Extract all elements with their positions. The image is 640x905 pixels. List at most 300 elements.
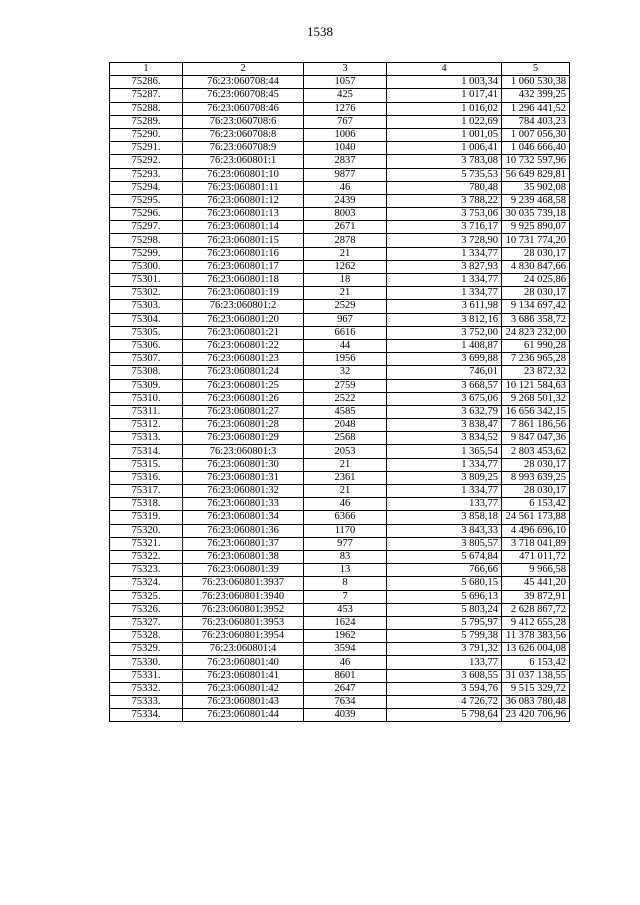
cadastral-number-cell: 76:23:060801:29 [183,432,304,445]
row-number-cell: 75310. [110,392,183,405]
row-number-cell: 75319. [110,511,183,524]
cadastral-value-cell: 9 925 890,07 [502,221,570,234]
row-number-cell: 75321. [110,537,183,550]
cadastral-number-cell: 76:23:060801:32 [183,485,304,498]
cadastral-number-cell: 76:23:060801:17 [183,260,304,273]
cadastral-value-cell: 10 731 774,20 [502,234,570,247]
area-cell: 46 [304,498,387,511]
cadastral-number-cell: 76:23:060708:9 [183,142,304,155]
area-cell: 2647 [304,682,387,695]
cadastral-number-cell: 76:23:060708:6 [183,115,304,128]
unit-value-cell: 5 798,64 [387,709,502,722]
row-number-cell: 75312. [110,419,183,432]
cadastral-number-cell: 76:23:060801:40 [183,656,304,669]
area-cell: 1276 [304,102,387,115]
table-row [110,234,570,247]
cadastral-number-cell: 76:23:060801:10 [183,168,304,181]
table-row [110,260,570,273]
table-row [110,550,570,563]
table-row [110,102,570,115]
unit-value-cell: 3 791,32 [387,643,502,656]
row-number-cell: 75313. [110,432,183,445]
table-row [110,419,570,432]
table-row [110,498,570,511]
cadastral-number-cell: 76:23:060801:31 [183,471,304,484]
cadastral-value-cell: 6 153,42 [502,656,570,669]
column-header-1: 1 [110,63,183,76]
table-row [110,366,570,379]
column-header-4: 4 [387,63,502,76]
unit-value-cell: 3 753,06 [387,208,502,221]
cadastral-value-cell: 1 296 441,52 [502,102,570,115]
area-cell: 1170 [304,524,387,537]
cadastral-value-cell: 23 872,32 [502,366,570,379]
table-row [110,194,570,207]
area-cell: 21 [304,485,387,498]
cadastral-number-cell: 76:23:060801:3953 [183,616,304,629]
area-cell: 2439 [304,194,387,207]
table-row [110,339,570,352]
cadastral-value-cell: 31 037 138,55 [502,669,570,682]
unit-value-cell: 3 805,57 [387,537,502,550]
cadastral-value-cell: 4 496 696,10 [502,524,570,537]
cadastral-number-cell: 76:23:060708:45 [183,89,304,102]
cadastral-value-cell: 6 153,42 [502,498,570,511]
unit-value-cell: 1 365,54 [387,445,502,458]
cadastral-number-cell: 76:23:060801:13 [183,208,304,221]
row-number-cell: 75300. [110,260,183,273]
cadastral-number-cell: 76:23:060801:3952 [183,603,304,616]
unit-value-cell: 5 795,97 [387,616,502,629]
row-number-cell: 75304. [110,313,183,326]
unit-value-cell: 1 334,77 [387,274,502,287]
table-row [110,682,570,695]
unit-value-cell: 3 716,17 [387,221,502,234]
cadastral-number-cell: 76:23:060801:2 [183,300,304,313]
row-number-cell: 75318. [110,498,183,511]
row-number-cell: 75316. [110,471,183,484]
row-number-cell: 75291. [110,142,183,155]
area-cell: 1040 [304,142,387,155]
row-number-cell: 75297. [110,221,183,234]
cadastral-number-cell: 76:23:060801:21 [183,326,304,339]
table-row [110,300,570,313]
row-number-cell: 75322. [110,550,183,563]
cadastral-value-cell: 39 872,91 [502,590,570,603]
unit-value-cell: 1 022,69 [387,115,502,128]
unit-value-cell: 3 838,47 [387,419,502,432]
area-cell: 46 [304,656,387,669]
cadastral-number-cell: 76:23:060801:12 [183,194,304,207]
table-row [110,313,570,326]
table-row [110,221,570,234]
table-row [110,326,570,339]
area-cell: 967 [304,313,387,326]
row-number-cell: 75292. [110,155,183,168]
cadastral-number-cell: 76:23:060801:4 [183,643,304,656]
unit-value-cell: 5 696,13 [387,590,502,603]
area-cell: 4585 [304,405,387,418]
table-row [110,155,570,168]
row-number-cell: 75301. [110,274,183,287]
row-number-cell: 75331. [110,669,183,682]
area-cell: 8601 [304,669,387,682]
area-cell: 1006 [304,128,387,141]
cadastral-value-cell: 56 649 829,81 [502,168,570,181]
cadastral-number-cell: 76:23:060801:28 [183,419,304,432]
table-row [110,76,570,89]
cadastral-number-cell: 76:23:060801:3 [183,445,304,458]
cadastral-value-cell: 9 515 329,72 [502,682,570,695]
row-number-cell: 75302. [110,287,183,300]
cadastral-value-cell: 9 847 047,36 [502,432,570,445]
cadastral-number-cell: 76:23:060801:3940 [183,590,304,603]
cadastral-value-cell: 3 686 358,72 [502,313,570,326]
unit-value-cell: 5 803,24 [387,603,502,616]
cadastral-value-cell: 7 861 186,56 [502,419,570,432]
cadastral-value-cell: 10 121 584,63 [502,379,570,392]
area-cell: 1057 [304,76,387,89]
area-cell: 1962 [304,630,387,643]
unit-value-cell: 1 001,05 [387,128,502,141]
cadastral-value-cell: 28 030,17 [502,485,570,498]
area-cell: 2759 [304,379,387,392]
area-cell: 1262 [304,260,387,273]
unit-value-cell: 746,01 [387,366,502,379]
area-cell: 2529 [304,300,387,313]
table-row [110,643,570,656]
cadastral-number-cell: 76:23:060801:3937 [183,577,304,590]
cadastral-value-cell: 28 030,17 [502,247,570,260]
table-row [110,537,570,550]
row-number-cell: 75323. [110,564,183,577]
area-cell: 425 [304,89,387,102]
cadastral-number-cell: 76:23:060801:38 [183,550,304,563]
cadastral-value-cell: 24 025,86 [502,274,570,287]
cadastral-value-cell: 24 561 173,88 [502,511,570,524]
cadastral-value-cell: 45 441,20 [502,577,570,590]
unit-value-cell: 1 003,34 [387,76,502,89]
cadastral-value-cell: 432 399,25 [502,89,570,102]
cadastral-value-cell: 2 628 867,72 [502,603,570,616]
area-cell: 2568 [304,432,387,445]
area-cell: 2522 [304,392,387,405]
table-row [110,471,570,484]
cadastral-number-cell: 76:23:060801:20 [183,313,304,326]
table-row [110,128,570,141]
cadastral-value-cell: 30 035 739,18 [502,208,570,221]
table-row [110,616,570,629]
table-row [110,208,570,221]
cadastral-number-cell: 76:23:060801:39 [183,564,304,577]
row-number-cell: 75289. [110,115,183,128]
cadastral-number-cell: 76:23:060801:11 [183,181,304,194]
table-row [110,669,570,682]
table-row [110,603,570,616]
cadastral-value-cell: 7 236 965,28 [502,353,570,366]
cadastral-value-cell: 9 966,58 [502,564,570,577]
row-number-cell: 75293. [110,168,183,181]
table-row [110,274,570,287]
row-number-cell: 75307. [110,353,183,366]
table-row [110,458,570,471]
cadastral-number-cell: 76:23:060801:16 [183,247,304,260]
unit-value-cell: 3 668,57 [387,379,502,392]
cadastral-number-cell: 76:23:060801:41 [183,669,304,682]
cadastral-number-cell: 76:23:060801:15 [183,234,304,247]
unit-value-cell: 780,48 [387,181,502,194]
column-header-5: 5 [502,63,570,76]
row-number-cell: 75296. [110,208,183,221]
cadastral-number-cell: 76:23:060708:46 [183,102,304,115]
table-row [110,445,570,458]
unit-value-cell: 5 735,53 [387,168,502,181]
cadastral-value-cell: 9 412 655,28 [502,616,570,629]
unit-value-cell: 3 699,88 [387,353,502,366]
unit-value-cell: 3 675,06 [387,392,502,405]
row-number-cell: 75309. [110,379,183,392]
cadastral-number-cell: 76:23:060801:44 [183,709,304,722]
cadastral-number-cell: 76:23:060801:1 [183,155,304,168]
cadastral-number-cell: 76:23:060801:18 [183,274,304,287]
cadastral-value-cell: 2 803 453,62 [502,445,570,458]
table-row [110,181,570,194]
unit-value-cell: 3 594,76 [387,682,502,695]
table-row [110,405,570,418]
row-number-cell: 75303. [110,300,183,313]
row-number-cell: 75330. [110,656,183,669]
unit-value-cell: 133,77 [387,498,502,511]
cadastral-number-cell: 76:23:060801:36 [183,524,304,537]
cadastral-number-cell: 76:23:060801:23 [183,353,304,366]
unit-value-cell: 3 812,16 [387,313,502,326]
row-number-cell: 75334. [110,709,183,722]
cadastral-number-cell: 76:23:060801:22 [183,339,304,352]
area-cell: 13 [304,564,387,577]
table-row [110,115,570,128]
row-number-cell: 75333. [110,696,183,709]
area-cell: 2837 [304,155,387,168]
unit-value-cell: 766,66 [387,564,502,577]
table-row [110,353,570,366]
area-cell: 83 [304,550,387,563]
row-number-cell: 75295. [110,194,183,207]
area-cell: 2361 [304,471,387,484]
column-header-2: 2 [183,63,304,76]
area-cell: 9877 [304,168,387,181]
area-cell: 18 [304,274,387,287]
row-number-cell: 75308. [110,366,183,379]
row-number-cell: 75305. [110,326,183,339]
table-row [110,511,570,524]
cadastral-number-cell: 76:23:060801:27 [183,405,304,418]
cadastral-number-cell: 76:23:060801:33 [183,498,304,511]
area-cell: 3594 [304,643,387,656]
row-number-cell: 75306. [110,339,183,352]
table-row [110,630,570,643]
unit-value-cell: 1 408,87 [387,339,502,352]
unit-value-cell: 3 809,25 [387,471,502,484]
cadastral-number-cell: 76:23:060801:19 [183,287,304,300]
area-cell: 2053 [304,445,387,458]
cadastral-number-cell: 76:23:060801:25 [183,379,304,392]
area-cell: 7 [304,590,387,603]
unit-value-cell: 5 680,15 [387,577,502,590]
area-cell: 46 [304,181,387,194]
row-number-cell: 75324. [110,577,183,590]
row-number-cell: 75327. [110,616,183,629]
table-row [110,89,570,102]
cadastral-number-cell: 76:23:060801:42 [183,682,304,695]
cadastral-number-cell: 76:23:060801:26 [183,392,304,405]
unit-value-cell: 5 674,84 [387,550,502,563]
cadastral-number-cell: 76:23:060801:30 [183,458,304,471]
area-cell: 8003 [304,208,387,221]
area-cell: 8 [304,577,387,590]
cadastral-value-cell: 28 030,17 [502,287,570,300]
row-number-cell: 75315. [110,458,183,471]
row-number-cell: 75288. [110,102,183,115]
area-cell: 1624 [304,616,387,629]
row-number-cell: 75329. [110,643,183,656]
cadastral-value-cell: 9 134 697,42 [502,300,570,313]
cadastral-value-cell: 28 030,17 [502,458,570,471]
cadastral-number-cell: 76:23:060801:24 [183,366,304,379]
cadastral-number-cell: 76:23:060708:44 [183,76,304,89]
cadastral-number-cell: 76:23:060708:8 [183,128,304,141]
cadastral-value-cell: 13 626 004,08 [502,643,570,656]
cadastral-value-cell: 3 718 041,89 [502,537,570,550]
table-row [110,564,570,577]
cadastral-value-cell: 61 990,28 [502,339,570,352]
cadastral-value-cell: 784 403,23 [502,115,570,128]
cadastral-value-cell: 4 830 847,66 [502,260,570,273]
row-number-cell: 75332. [110,682,183,695]
unit-value-cell: 133,77 [387,656,502,669]
header-row [110,63,570,76]
area-cell: 21 [304,458,387,471]
table-row [110,287,570,300]
row-number-cell: 75294. [110,181,183,194]
table-row [110,524,570,537]
cadastral-value-cell: 1 007 056,30 [502,128,570,141]
column-header-3: 3 [304,63,387,76]
unit-value-cell: 5 799,38 [387,630,502,643]
table-row [110,696,570,709]
area-cell: 6616 [304,326,387,339]
row-number-cell: 75286. [110,76,183,89]
table-row [110,142,570,155]
row-number-cell: 75320. [110,524,183,537]
row-number-cell: 75317. [110,485,183,498]
row-number-cell: 75325. [110,590,183,603]
table-row [110,392,570,405]
area-cell: 2671 [304,221,387,234]
row-number-cell: 75326. [110,603,183,616]
unit-value-cell: 3 843,33 [387,524,502,537]
unit-value-cell: 3 611,98 [387,300,502,313]
unit-value-cell: 3 608,55 [387,669,502,682]
area-cell: 7634 [304,696,387,709]
unit-value-cell: 1 334,77 [387,485,502,498]
unit-value-cell: 4 726,72 [387,696,502,709]
cadastral-number-cell: 76:23:060801:14 [183,221,304,234]
cadastral-number-cell: 76:23:060801:37 [183,537,304,550]
unit-value-cell: 1 334,77 [387,287,502,300]
unit-value-cell: 3 788,22 [387,194,502,207]
registry-table [109,62,570,722]
unit-value-cell: 3 858,18 [387,511,502,524]
unit-value-cell: 3 827,93 [387,260,502,273]
page-number: 1538 [307,24,333,39]
area-cell: 2048 [304,419,387,432]
table-row [110,709,570,722]
unit-value-cell: 1 017,41 [387,89,502,102]
table-row [110,656,570,669]
table-row [110,379,570,392]
table-row [110,485,570,498]
cadastral-value-cell: 1 046 666,40 [502,142,570,155]
cadastral-value-cell: 11 378 383,56 [502,630,570,643]
cadastral-value-cell: 36 083 780,48 [502,696,570,709]
unit-value-cell: 1 006,41 [387,142,502,155]
unit-value-cell: 3 752,00 [387,326,502,339]
cadastral-value-cell: 35 902,08 [502,181,570,194]
area-cell: 453 [304,603,387,616]
area-cell: 767 [304,115,387,128]
cadastral-number-cell: 76:23:060801:43 [183,696,304,709]
row-number-cell: 75287. [110,89,183,102]
area-cell: 2878 [304,234,387,247]
table-row [110,432,570,445]
cadastral-value-cell: 1 060 530,38 [502,76,570,89]
row-number-cell: 75314. [110,445,183,458]
unit-value-cell: 3 783,08 [387,155,502,168]
area-cell: 32 [304,366,387,379]
area-cell: 977 [304,537,387,550]
row-number-cell: 75311. [110,405,183,418]
cadastral-number-cell: 76:23:060801:34 [183,511,304,524]
unit-value-cell: 1 016,02 [387,102,502,115]
table-body [110,76,570,722]
table-row [110,168,570,181]
area-cell: 1956 [304,353,387,366]
cadastral-value-cell: 8 993 639,25 [502,471,570,484]
cadastral-value-cell: 9 268 501,32 [502,392,570,405]
unit-value-cell: 1 334,77 [387,247,502,260]
row-number-cell: 75290. [110,128,183,141]
row-number-cell: 75299. [110,247,183,260]
row-number-cell: 75298. [110,234,183,247]
cadastral-value-cell: 471 011,72 [502,550,570,563]
cadastral-number-cell: 76:23:060801:3954 [183,630,304,643]
area-cell: 21 [304,287,387,300]
row-number-cell: 75328. [110,630,183,643]
table-row [110,577,570,590]
cadastral-value-cell: 10 732 597,96 [502,155,570,168]
unit-value-cell: 3 834,52 [387,432,502,445]
unit-value-cell: 3 632,79 [387,405,502,418]
unit-value-cell: 3 728,90 [387,234,502,247]
area-cell: 21 [304,247,387,260]
area-cell: 44 [304,339,387,352]
table-row [110,247,570,260]
area-cell: 6366 [304,511,387,524]
table-row [110,590,570,603]
cadastral-value-cell: 16 656 342,15 [502,405,570,418]
cadastral-value-cell: 24 823 232,00 [502,326,570,339]
cadastral-value-cell: 23 420 706,96 [502,709,570,722]
